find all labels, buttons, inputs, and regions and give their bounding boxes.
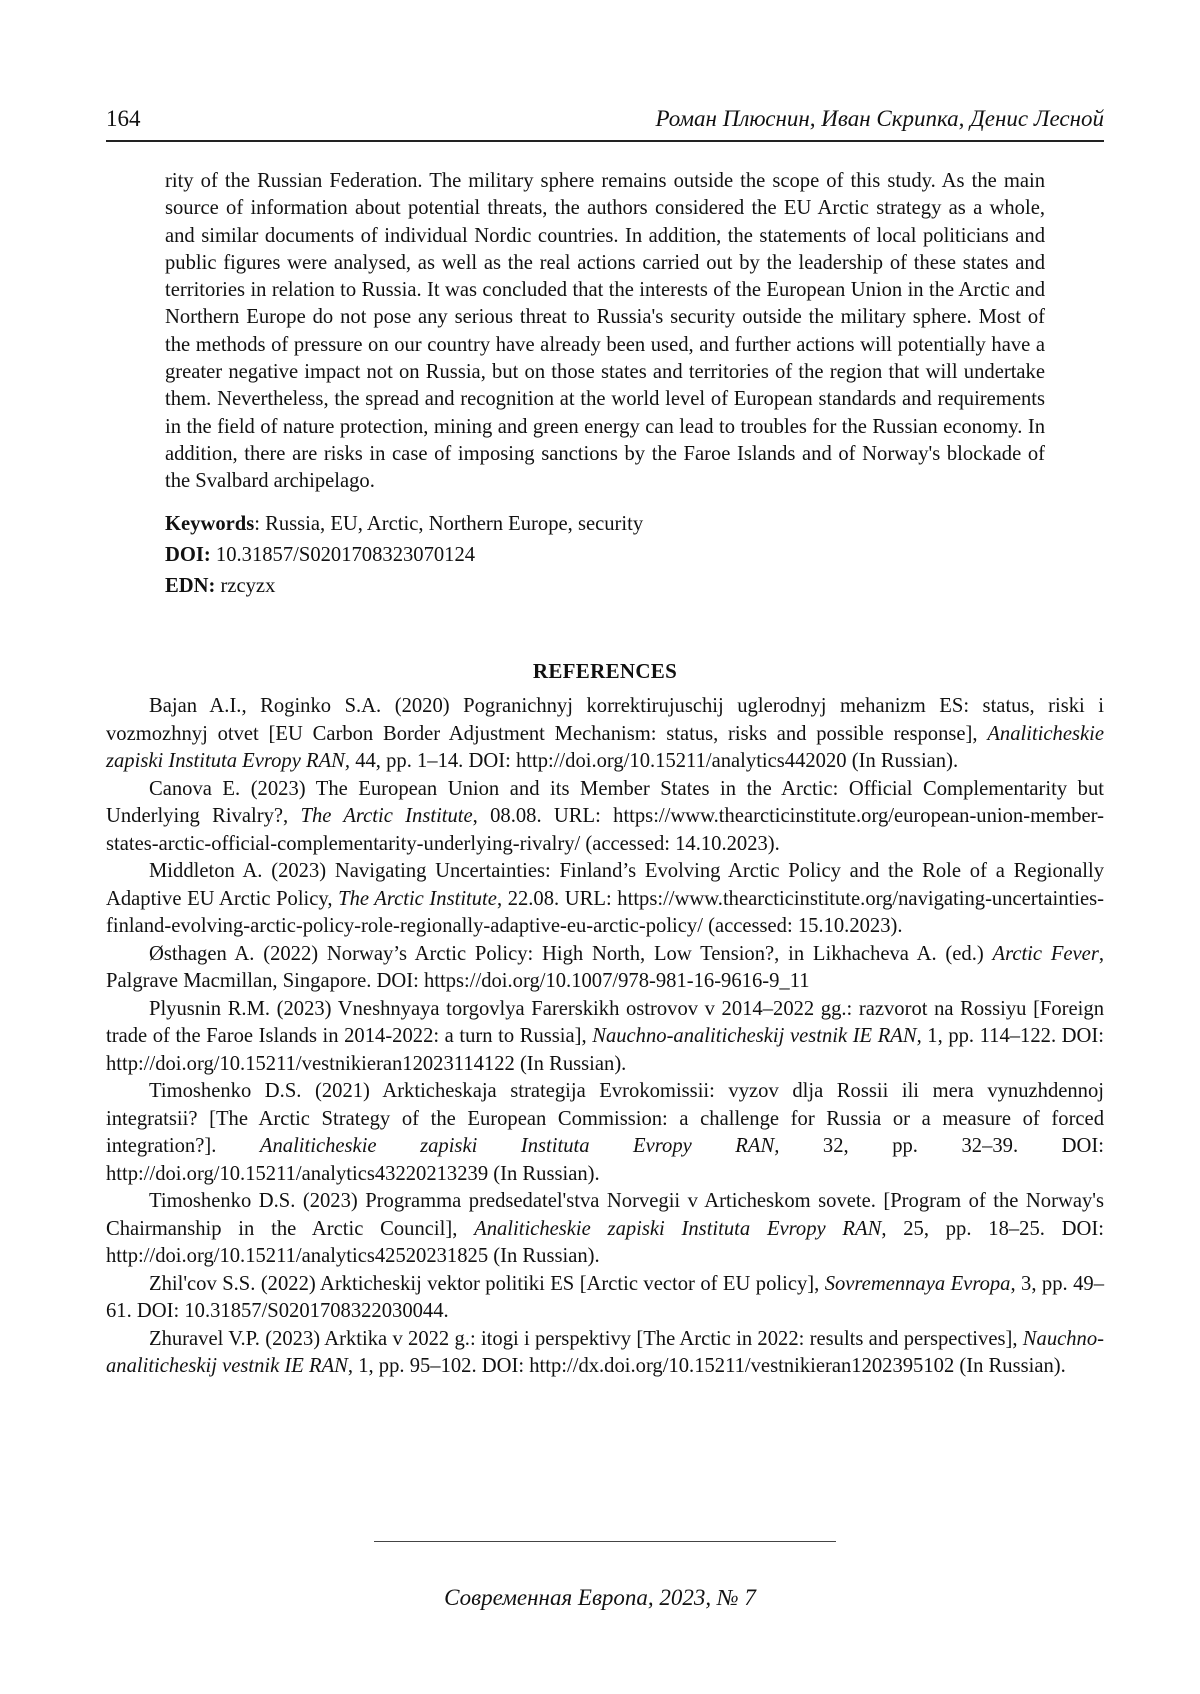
- reference-item: Zhil'cov S.S. (2022) Arkticheskij vektor politiki ES [Arctic vector of EU policy], Sovremennaya Evropa, 3, pp. 49–61. DOI: 10.31857/S0201708322030044.: [106, 1272, 1104, 1322]
- doi-label: DOI:: [165, 544, 211, 566]
- journal-footer: Современная Европа, 2023, № 7: [444, 1585, 756, 1610]
- keywords-value: : Russia, EU, Arctic, Northern Europe, security: [254, 513, 644, 535]
- footer-divider: [374, 1541, 836, 1542]
- reference-item: Timoshenko D.S. (2021) Arkticheskaja strategija Evrokomissii: vyzov dlja Rossii ili mera vynuzhdennoj integratsii? [The Arctic Strategy of the European Commission: a challenge for Russia or a measure of forced integration?]. Analiticheskie zapiski Instituta Evropy RAN, 32, pp. 32–39. DOI: http://doi.org/10.15211/analytics43220213239 (In Russian).: [106, 1080, 1104, 1185]
- reference-item: Bajan A.I., Roginko S.A. (2020) Pogranichnyj korrektirujuschij uglerodnyj mehanizm ES: status, riski i vozmozhnyj otvet [EU Carbon Border Adjustment Mechanism: status, risks and possible response], Analiticheskie zapiski Instituta Evropy RAN, 44, pp. 1–14. DOI: http://doi.org/10.15211/analytics442020 (In Russian).: [106, 695, 1104, 772]
- references-list: [106, 693, 1104, 1381]
- edn-line: [165, 575, 1045, 598]
- edn-label: EDN:: [165, 575, 216, 597]
- doi-value: 10.31857/S0201708323070124: [210, 544, 476, 566]
- references-heading: REFERENCES: [532, 659, 678, 683]
- keywords-line: [165, 513, 1045, 536]
- reference-item: Plyusnin R.M. (2023) Vneshnyaya torgovlya Farerskikh ostrovov v 2014–2022 gg.: razvorot na Rossiyu [Foreign trade of the Faroe Islands in 2014-2022: a turn to Russia], Nauchno-analiticheskij vestnik IE RAN, 1, pp. 114–122. DOI: http://doi.org/10.15211/vestnikieran12023114122 (In Russian).: [106, 997, 1104, 1075]
- reference-item: Middleton A. (2023) Navigating Uncertainties: Finland’s Evolving Arctic Policy and the Role of a Regionally Adaptive EU Arctic Policy, The Arctic Institute, 22.08. URL: https://www.thearcticinstitute.org/navigating-uncertainties-finland-evolving-arctic-policy-role-regionally-adaptive-eu-arctic-policy/ (accessed: 15.10.2023).: [106, 860, 1104, 937]
- reference-item: Timoshenko D.S. (2023) Programma predsedatel'stva Norvegii v Articheskom sovete. [Program of the Norway's Chairmanship in the Arctic Council], Analiticheskie zapiski Instituta Evropy RAN, 25, pp. 18–25. DOI: http://doi.org/10.15211/analytics42520231825 (In Russian).: [106, 1190, 1105, 1267]
- edn-value: rzcyzx: [215, 575, 276, 597]
- running-header: [106, 106, 1104, 142]
- page-number: 164: [106, 106, 141, 131]
- doi-line: [165, 544, 1045, 567]
- running-header-authors: Роман Плюснин, Иван Скрипка, Денис Лесной: [655, 106, 1104, 131]
- abstract-text: rity of the Russian Federation. The military sphere remains outside the scope of this study. As the main source of information about potential threats, the authors considered the EU Arctic strategy as a whole, and similar documents of individual Nordic countries. In addition, the statements of local politicians and public figures were analysed, as well as the real actions carried out by the leadership of these states and territories in relation to Russia. It was concluded that the interests of the European Union in the Arctic and Northern Europe do not pose any serious threat to Russia's security outside the military sphere. Most of the methods of pressure on our country have already been used, and further actions will potentially have a greater negative impact not on Russia, but on those states and territories of the region that will undertake them. Nevertheless, the spread and recognition at the world level of European standards and requirements in the field of nature protection, mining and green energy can lead to troubles for the Russian economy. In addition, there are risks in case of imposing sanctions by the Faroe Islands and of Norway's blockade of the Svalbard archipelago.: [165, 170, 1045, 493]
- reference-item: Zhuravel V.P. (2023) Arktika v 2022 g.: itogi i perspektivy [The Arctic in 2022: results and perspectives], Nauchno-analiticheskij vestnik IE RAN, 1, pp. 95–102. DOI: http://dx.doi.org/10.15211/vestnikieran1202395102 (In Russian).: [106, 1327, 1104, 1377]
- reference-item: Canova E. (2023) The European Union and its Member States in the Arctic: Official Complementarity but Underlying Rivalry?, The Arctic Institute, 08.08. URL: https://www.thearcticinstitute.org/european-union-member-states-arctic-official-complementarity-underlying-rivalry/ (accessed: 14.10.2023).: [106, 777, 1104, 855]
- keywords-label: Keywords: [165, 513, 255, 535]
- reference-item: Østhagen A. (2022) Norway’s Arctic Policy: High North, Low Tension?, in Likhacheva A. (ed.) Arctic Fever, Palgrave Macmillan, Singapore. DOI: https://doi.org/10.1007/978-981-16-9616-9_11: [106, 942, 1104, 992]
